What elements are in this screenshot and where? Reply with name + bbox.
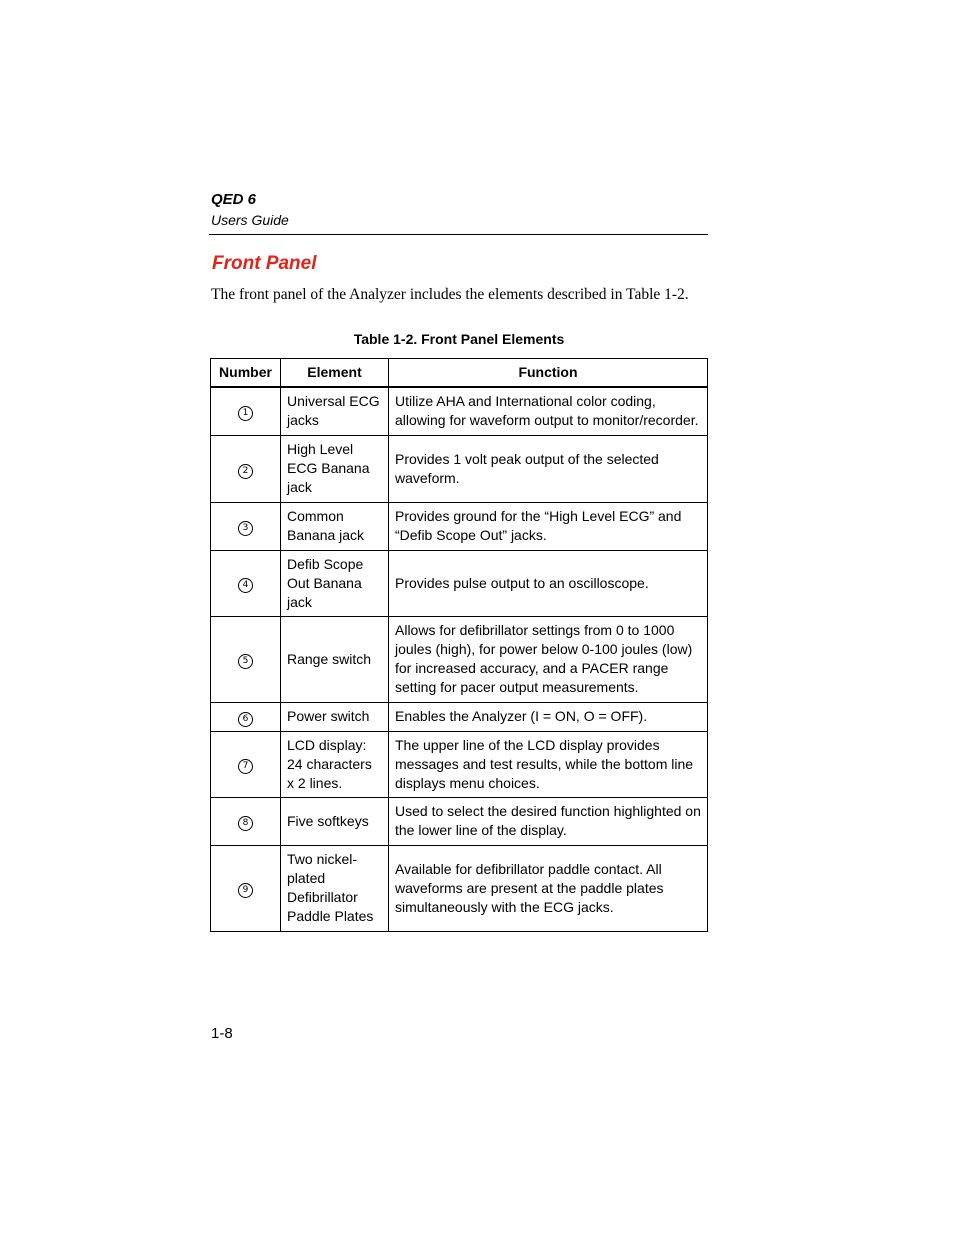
circled-number: 7 — [238, 759, 253, 774]
circled-number: 6 — [238, 712, 253, 727]
function-cell: Provides ground for the “High Level ECG” and “Defib Scope Out” jacks. — [389, 502, 708, 550]
element-cell: Common Banana jack — [281, 502, 389, 550]
function-cell: Used to select the desired function highlighted on the lower line of the display. — [389, 797, 708, 845]
table-row — [211, 702, 708, 731]
circled-number: 3 — [238, 521, 253, 536]
table-row — [211, 550, 708, 616]
circled-number: 5 — [238, 654, 253, 669]
number-cell — [211, 387, 281, 435]
element-cell: Five softkeys — [281, 797, 389, 845]
circled-number: 4 — [238, 578, 253, 593]
table-row — [211, 731, 708, 797]
number-cell — [211, 550, 281, 616]
table-header-row — [211, 359, 708, 388]
number-cell — [211, 845, 281, 931]
header-rule — [209, 234, 708, 235]
table-row — [211, 797, 708, 845]
function-cell: Enables the Analyzer (I = ON, O = OFF). — [389, 702, 708, 731]
element-cell: Universal ECG jacks — [281, 387, 389, 435]
function-cell: The upper line of the LCD display provides messages and test results, while the bottom line displays menu choices. — [389, 731, 708, 797]
element-cell: LCD display: 24 characters x 2 lines. — [281, 731, 389, 797]
element-cell: Defib Scope Out Banana jack — [281, 550, 389, 616]
number-cell — [211, 616, 281, 702]
function-cell: Allows for defibrillator settings from 0 to 1000 joules (high), for power below 0-100 joules (low) for increased accuracy, and a PACER range setting for pacer output measurements. — [389, 616, 708, 702]
circled-number: 9 — [238, 883, 253, 898]
number-cell — [211, 702, 281, 731]
running-header-subtitle: Users Guide — [211, 212, 289, 228]
function-cell: Provides 1 volt peak output of the selected waveform. — [389, 435, 708, 502]
table-row — [211, 845, 708, 931]
front-panel-elements-table — [210, 358, 708, 932]
number-cell — [211, 435, 281, 502]
table-row — [211, 502, 708, 550]
column-header-function: Function — [389, 359, 708, 388]
table-row — [211, 387, 708, 435]
circled-number: 2 — [238, 464, 253, 479]
number-cell — [211, 797, 281, 845]
element-cell: Power switch — [281, 702, 389, 731]
number-cell — [211, 502, 281, 550]
table-row — [211, 435, 708, 502]
element-cell: Two nickel-plated Defibrillator Paddle Plates — [281, 845, 389, 931]
circled-number: 8 — [238, 816, 253, 831]
number-cell — [211, 731, 281, 797]
function-cell: Utilize AHA and International color coding, allowing for waveform output to monitor/recorder. — [389, 387, 708, 435]
element-cell: Range switch — [281, 616, 389, 702]
element-cell: High Level ECG Banana jack — [281, 435, 389, 502]
section-heading: Front Panel — [212, 253, 317, 274]
page-number: 1-8 — [211, 1025, 233, 1042]
column-header-number: Number — [211, 359, 281, 388]
function-cell: Provides pulse output to an oscilloscope. — [389, 550, 708, 616]
table-row — [211, 616, 708, 702]
intro-paragraph: The front panel of the Analyzer includes the elements described in Table 1-2. — [211, 286, 689, 303]
running-header-title: QED 6 — [211, 191, 257, 208]
circled-number: 1 — [238, 406, 253, 421]
function-cell: Available for defibrillator paddle contact. All waveforms are present at the paddle plates simultaneously with the ECG jacks. — [389, 845, 708, 931]
table-caption: Table 1-2. Front Panel Elements — [353, 331, 565, 347]
column-header-element: Element — [281, 359, 389, 388]
